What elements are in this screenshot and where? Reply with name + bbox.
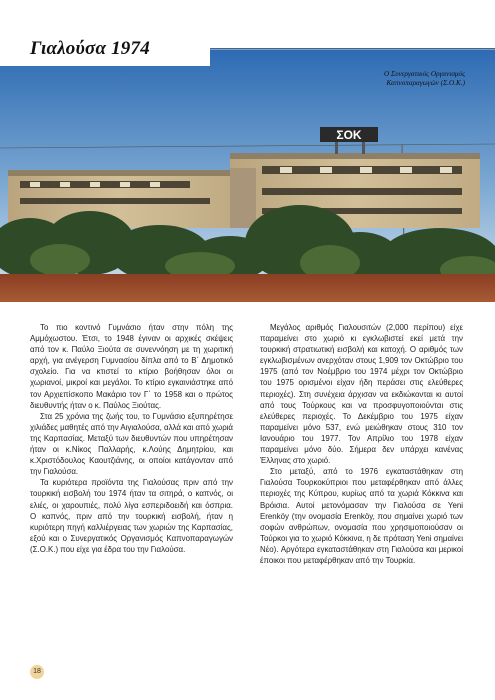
page-number: 18	[30, 665, 44, 679]
paragraph: Στο μεταξύ, από το 1976 εγκαταστάθηκαν στη Γιαλούσα Τουρκοκύπριοι που μεταφέρθηκαν από άλλες περιοχές της Κύπρου, κυρίως από τα χωριά Κόκκινα και Βρόισια. Αυτοί μετονόμασαν την Γιαλούσα σε Yeni Erenköy (την ονομασία Erenköy, που σημαίνει χωριό των σοφών ανθρώπων, ονομασία που χρησιμοποιούσαν οι Τούρκοι για το χωριό Κόκκινα, η δε πρόταση Yeni σημαίνει Νέο). Αργότερα εγκαταστάθηκαν στη Γιαλούσα και μερικοί έποικοι που μεταφέρθηκαν από την Τουρκία.	[260, 467, 463, 565]
left-column	[30, 322, 233, 555]
paragraph: Τα κυριότερα προϊόντα της Γιαλούσας πριν από την τουρκική εισβολή του 1974 ήταν τα σιτηρά, ο καπνός, οι ελιές, οι χαρουπιές, πολύ λίγα εσπεριδοειδή και όσπρια. Ο καπνός, πριν από την τουρκική εισβολή, ήταν η κυριότερη πηγή καλλιέργειας των χωριών της Καρπασίας, εξού και ο Συνεργατικός Οργανισμός Καπνοπαραγωγών (Σ.Ο.Κ.) που είχε για έδρα του την Γιαλούσα.	[30, 478, 233, 554]
title-rule	[210, 49, 495, 50]
building-sign-text: ΣΟΚ	[336, 128, 362, 142]
paragraph: Μεγάλος αριθμός Γιαλουσιτών (2,000 περίπου) είχε παραμείνει στο χωριό κι εγκλωβιστεί εκεί μετά την τουρκική στρατιωτική εισβολή και κατοχή. Ο αριθμός των εγκλωβισμένων ανερχόταν στους 1,909 τον Οκτώβριο του 1975 (από τον Νοέμβριο του 1974 μέχρι τον Οκτώβριο του 1975 ορισμένοι είχαν ήδη περάσει στις ελεύθερες περιοχές). Στη συνέχεια άρχισαν να εκδιώκονται κι αυτοί από τους Τούρκους και να προσφυγοποιούνται στις ελεύθερες περιοχές. Το Δεκέμβριο του 1975 είχαν παραμείνει μόνο 537, ενώ μειώθηκαν στους 310 τον Ιανουάριο του 1977. Τον Απρίλιο του 1978 είχαν παραμείνει μόνο δύο. Σήμερα δεν υπάρχει κανένας Έλληνας στο χωριό.	[260, 323, 463, 466]
right-column	[260, 322, 463, 566]
photo-caption-line-2: Καπνοπαραγωγών (Σ.Ο.Κ.)	[386, 79, 465, 87]
paragraph: Στα 25 χρόνια της ζωής του, το Γυμνάσιο εξυπηρέτησε χιλιάδες μαθητές από την Αιγιαλούσα, αλλά και από χωριά της Καρπασίας. Μεταξύ των διευθυντών που υπηρέτησαν ήταν οι κ.Νίκος Παλλαρής, κ.Λούης Δημητρίου, και κ.Χριστόδουλος Καουτζιάνης, οι οποίοι κατάγονταν από την Γιαλούσα.	[30, 411, 233, 477]
photo-caption-line-1: Ο Συνεργατικός Οργανισμός	[383, 70, 465, 78]
page-title: Γιαλούσα 1974	[30, 38, 150, 59]
paragraph: Το πιο κοντινό Γυμνάσιο ήταν στην πόλη της Αμμόχωστου. Έτσι, το 1948 έγιναν οι αρχικές σκέψεις από τον κ. Παύλο Ξιούτα σε συνεννόηση με τη χωριτική αρχή, για ανέγερση Γυμνασίου δίπλα από το Β΄ Δημοτικό σχολείο. Για να κτιστεί το κτίριο βοήθησαν όλοι οι χωριανοί, μικροί και μεγάλοι. Το κτίριο εγκαινιάστηκε από τον Αρχιεπίσκοπο Μακάριο τον Γ΄ το 1958 και ο πρώτος διευθυντής ήταν ο κ. Παύλος Ξιούτας.	[30, 323, 233, 410]
photo-caption	[295, 70, 465, 88]
